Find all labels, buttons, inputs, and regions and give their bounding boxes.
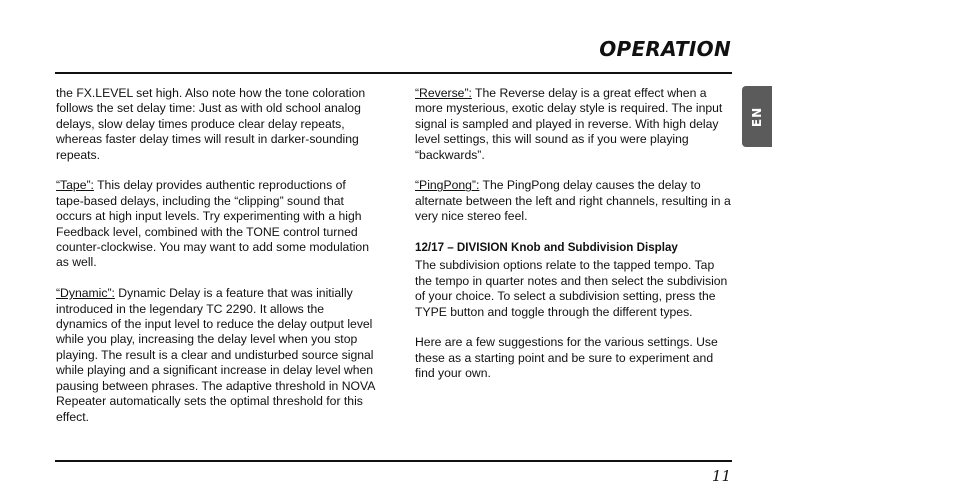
intro-paragraph: the FX.LEVEL set high. Also note how the tone coloration follows the set delay time: Just as with old school analog delays, slow delay times produce clear delay repeats, whereas faster delay times will result in darker-sounding repeats. [56,86,366,162]
division-paragraph: The subdivision options relate to the tapped tempo. Tap the tempo in quarter notes and then select the subdivision of your choice. To select a subdivision setting, press the TYPE button and toggle through the different types. [415,258,728,319]
dynamic-term: “Dynamic”: [56,286,115,301]
pingpong-term: “PingPong”: [415,178,480,193]
division-subheading: 12/17 – DIVISION Knob and Subdivision Display [415,241,678,255]
tape-term: “Tape”: [56,178,94,193]
reverse-term: “Reverse”: [415,86,472,100]
reverse-paragraph [415,86,731,163]
pingpong-paragraph [415,178,731,224]
page-title: OPERATION [599,37,731,61]
header-rule [55,72,732,74]
reverse-description: The Reverse delay is a great effect when a more mysterious, exotic delay style is required. The input signal is sampled and played in reverse. With high delay level settings, this will sound as if you were playing “backwards”. [415,86,723,162]
suggestions-paragraph: Here are a few suggestions for the various settings. Use these as a starting point and be sure to experiment and find your own. [415,335,718,381]
language-tab [742,86,772,147]
tape-paragraph [56,178,376,270]
tape-description: This delay provides authentic reproductions of tape-based delays, including the “clipping” sound that occurs at high input levels. Try experimenting with a high Feedback level, combined with the TONE control turned counter-clockwise. You may want to add some modulation as well. [56,178,369,270]
footer-rule [55,460,732,462]
language-tab-label: EN [750,106,764,127]
right-column [415,86,731,397]
pingpong-description: The PingPong delay causes the delay to alternate between the left and right channels, resulting in a very nice stereo feel. [415,178,731,224]
dynamic-description: Dynamic Delay is a feature that was initially introduced in the legendary TC 2290. It allows the dynamics of the input level to reduce the delay output level while you play, increasing the delay level when you stop playing. The result is a clear and undisturbed source signal while playing and a significant increase in delay level when pausing between phrases. The adaptive threshold in NOVA Repeater automatically sets the optimal threshold for this effect. [56,286,375,424]
page-number: 11 [711,467,731,485]
dynamic-paragraph [56,286,376,425]
left-column [56,86,376,440]
